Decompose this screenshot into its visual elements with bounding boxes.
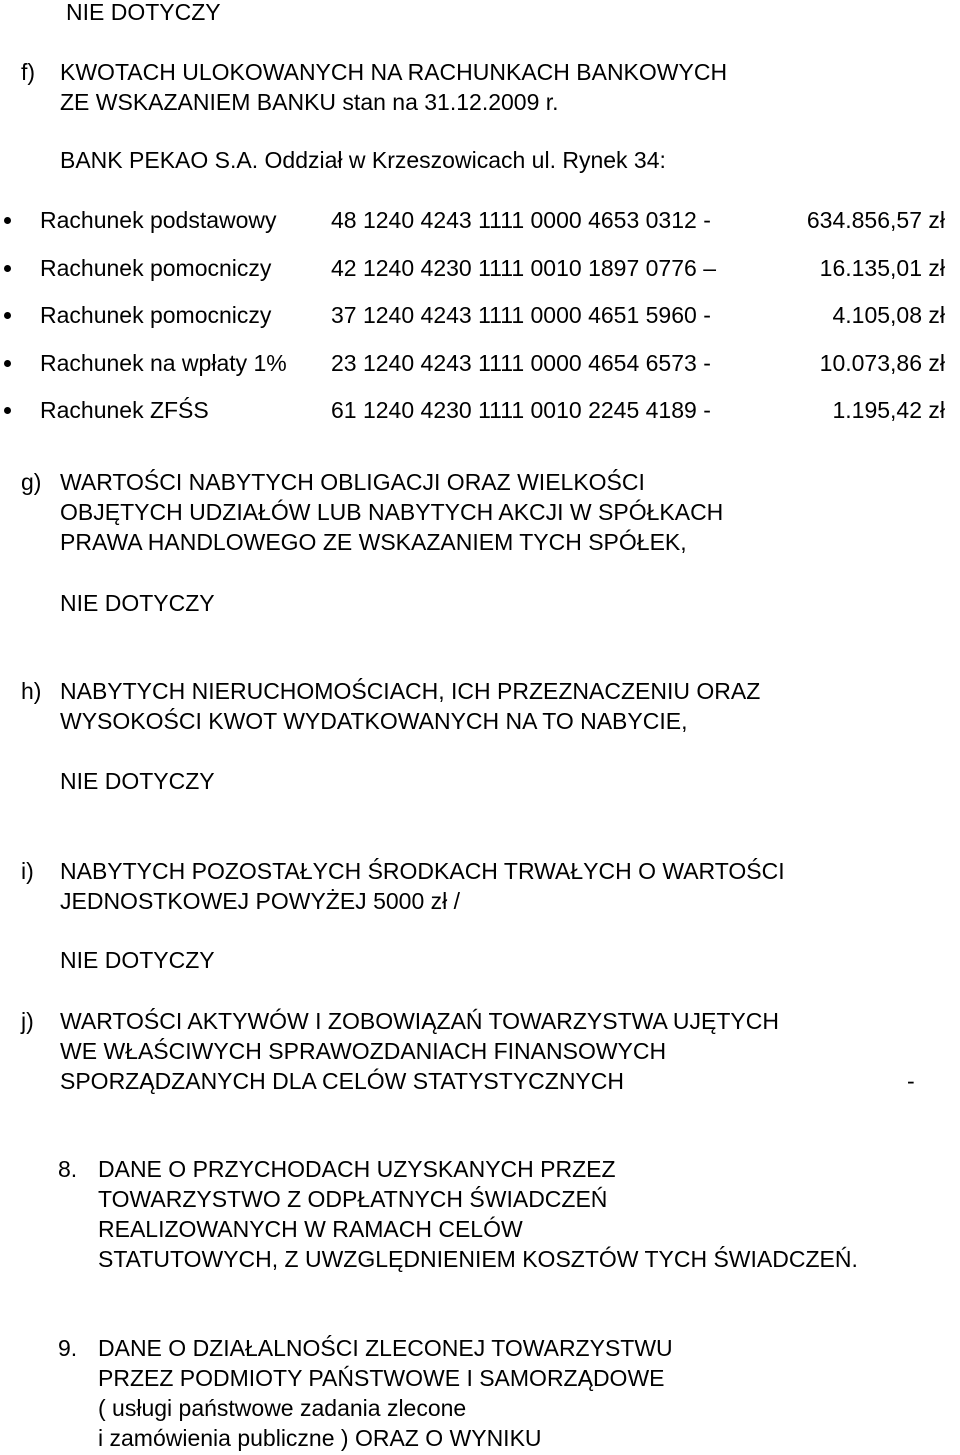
- account-name: Rachunek pomocniczy: [40, 255, 272, 281]
- bullet-icon: [4, 360, 11, 367]
- section-j-line-2: WE WŁAŚCIWYCH SPRAWOZDANIACH FINANSOWYCH: [60, 1038, 667, 1064]
- account-name: Rachunek pomocniczy: [40, 302, 272, 328]
- section-9-line-2: PRZEZ PODMIOTY PAŃSTWOWE I SAMORZĄDOWE: [98, 1365, 665, 1391]
- account-number: 61 1240 4230 1111 0010 2245 4189 -: [331, 397, 711, 423]
- section-f-line-2: ZE WSKAZANIEM BANKU stan na 31.12.2009 r.: [60, 89, 559, 115]
- section-8-line-2: TOWARZYSTWO Z ODPŁATNYCH ŚWIADCZEŃ: [98, 1186, 608, 1212]
- section-j-line-1: WARTOŚCI AKTYWÓW I ZOBOWIĄZAŃ TOWARZYSTWA UJĘTYCH: [60, 1008, 779, 1034]
- account-row: [0, 395, 960, 425]
- section-f-label: f): [21, 59, 36, 85]
- section-j-line-3: SPORZĄDZANYCH DLA CELÓW STATYSTYCZNYCH: [60, 1068, 624, 1094]
- section-8-label: 8.: [58, 1156, 78, 1182]
- section-8-line-1: DANE O PRZYCHODACH UZYSKANYCH PRZEZ: [98, 1156, 616, 1182]
- section-9-line-1: DANE O DZIAŁALNOŚCI ZLECONEJ TOWARZYSTWU: [98, 1335, 673, 1361]
- section-9-line-4: i zamówienia publiczne ) ORAZ O WYNIKU: [98, 1425, 542, 1451]
- account-number: 37 1240 4243 1111 0000 4651 5960 -: [331, 302, 711, 328]
- bullet-icon: [4, 265, 11, 272]
- section-g-label: g): [21, 469, 42, 495]
- section-i-line-2: JEDNOSTKOWEJ POWYŻEJ 5000 zł /: [60, 888, 461, 914]
- account-row: [0, 300, 960, 330]
- account-number: 48 1240 4243 1111 0000 4653 0312 -: [331, 207, 711, 233]
- section-g-note: NIE DOTYCZY: [60, 590, 215, 616]
- section-i-label: i): [21, 858, 34, 884]
- section-h-note: NIE DOTYCZY: [60, 768, 215, 794]
- section-8-line-4: STATUTOWYCH, Z UWZGLĘDNIENIEM KOSZTÓW TYCH ŚWIADCZEŃ.: [98, 1246, 858, 1272]
- account-row: [0, 348, 960, 378]
- bank-name: BANK PEKAO S.A. Oddział w Krzeszowicach ul. Rynek 34:: [60, 147, 666, 173]
- section-h-line-1: NABYTYCH NIERUCHOMOŚCIACH, ICH PRZEZNACZENIU ORAZ: [60, 678, 761, 704]
- section-f-line-1: KWOTACH ULOKOWANYCH NA RACHUNKACH BANKOWYCH: [60, 59, 728, 85]
- section-g-line-2: OBJĘTYCH UDZIAŁÓW LUB NABYTYCH AKCJI W SPÓŁKACH: [60, 499, 724, 525]
- section-g-line-3: PRAWA HANDLOWEGO ZE WSKAZANIEM TYCH SPÓŁEK,: [60, 529, 687, 555]
- account-amount: 16.135,01 zł: [819, 255, 945, 281]
- section-h-label: h): [21, 678, 42, 704]
- section-g-line-1: WARTOŚCI NABYTYCH OBLIGACJI ORAZ WIELKOŚCI: [60, 469, 645, 495]
- top-note: NIE DOTYCZY: [66, 0, 221, 25]
- section-j-label: j): [21, 1008, 34, 1034]
- account-name: Rachunek ZFŚS: [40, 397, 209, 423]
- section-9-line-3: ( usługi państwowe zadania zlecone: [98, 1395, 467, 1421]
- section-8-line-3: REALIZOWANYCH W RAMACH CELÓW: [98, 1216, 523, 1242]
- account-amount: 10.073,86 zł: [819, 350, 945, 376]
- account-amount: 4.105,08 zł: [832, 302, 945, 328]
- section-i-note: NIE DOTYCZY: [60, 947, 215, 973]
- section-9-label: 9.: [58, 1335, 78, 1361]
- bullet-icon: [4, 312, 11, 319]
- account-row: [0, 205, 960, 235]
- section-h-line-2: WYSOKOŚCI KWOT WYDATKOWANYCH NA TO NABYCIE,: [60, 708, 688, 734]
- account-number: 42 1240 4230 1111 0010 1897 0776 –: [331, 255, 716, 281]
- account-amount: 634.856,57 zł: [806, 207, 945, 233]
- account-number: 23 1240 4243 1111 0000 4654 6573 -: [331, 350, 711, 376]
- section-i-line-1: NABYTYCH POZOSTAŁYCH ŚRODKACH TRWAŁYCH O WARTOŚCI: [60, 858, 785, 884]
- account-row: [0, 253, 960, 283]
- bullet-icon: [4, 217, 11, 224]
- account-amount: 1.195,42 zł: [832, 397, 945, 423]
- bullet-icon: [4, 407, 11, 414]
- account-name: Rachunek podstawowy: [40, 207, 277, 233]
- account-name: Rachunek na wpłaty 1%: [40, 350, 287, 376]
- section-j-dash: -: [907, 1068, 915, 1094]
